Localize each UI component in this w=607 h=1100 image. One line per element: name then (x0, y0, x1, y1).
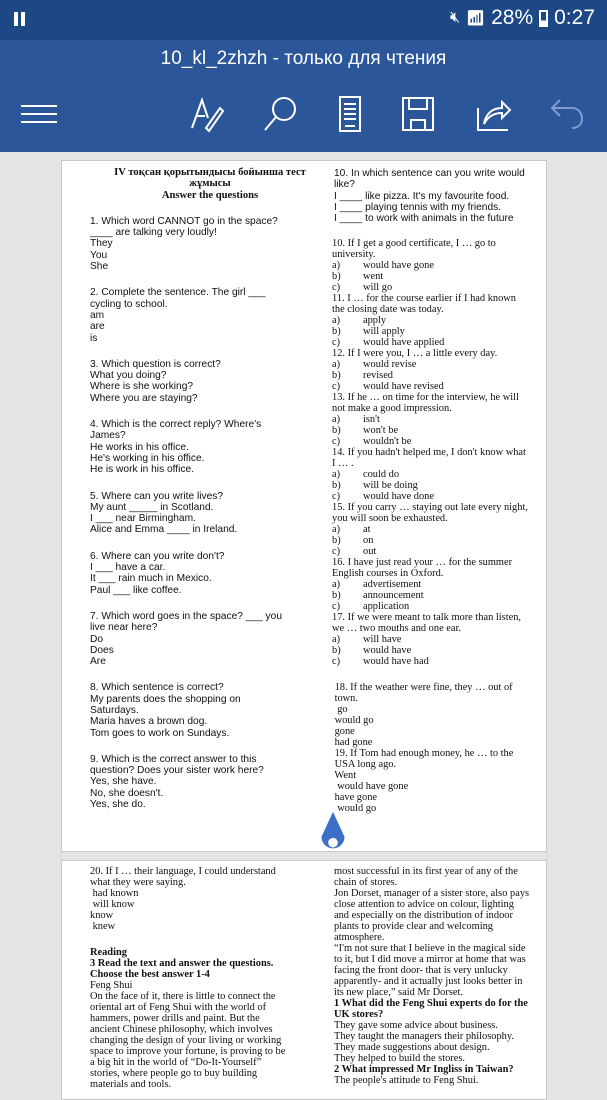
option-text: would have done (363, 491, 434, 502)
page2-right-column (334, 866, 546, 1086)
option-text: went (363, 271, 384, 282)
battery-percent: 28% (491, 6, 534, 29)
text-line: Yes, she have. (90, 776, 157, 788)
text-line: 1 What did the Feng Shui experts do for the (334, 998, 528, 1009)
text-line: ____ are talking very loudly! (90, 227, 217, 239)
blank-line (90, 596, 330, 611)
text-line: My aunt _____ in Scotland. (90, 501, 214, 513)
blank-line (332, 667, 546, 682)
text-line: university. (332, 249, 376, 260)
text-line: Yes, she do. (90, 799, 146, 811)
text-line: 17. If we were meant to talk more than listen, (332, 612, 521, 623)
text-line: changing the design of your living or working (90, 1035, 282, 1046)
blank-line (90, 536, 330, 551)
undo-icon (548, 94, 588, 134)
text-line: They (90, 238, 113, 250)
answer-option (332, 524, 546, 535)
text-line: 20. If I … their language, I could understand (90, 866, 276, 877)
answer-option (332, 491, 546, 502)
page1-right-column (332, 238, 546, 814)
text-line: have gone (332, 792, 378, 803)
text-line: 2 What impressed Mr Ingliss in Taiwan? (334, 1064, 514, 1075)
option-letter: c) (332, 282, 341, 293)
text-line: 13. If he … on time for the interview, he will (332, 392, 519, 403)
text-line: cycling to school. (90, 298, 168, 310)
text-line: 2. Complete the sentence. The girl ___ (90, 287, 266, 299)
text-line: They taught the managers their philosophy. (334, 1031, 514, 1042)
page1-left-column (90, 167, 330, 810)
option-letter: a) (332, 524, 341, 535)
text-line: facing the front door- that is very unlucky (334, 965, 508, 976)
text-line: Does (90, 644, 114, 656)
option-text: could do (363, 469, 400, 480)
option-text: apply (363, 315, 387, 326)
option-letter: b) (332, 326, 341, 337)
option-text: would revise (363, 359, 417, 370)
text-line: like? (334, 179, 355, 191)
text-line: They made suggestions about design. (334, 1042, 490, 1053)
option-text: won't be (363, 425, 399, 436)
text-line: 1. Which word CANNOT go in the space? (90, 215, 278, 227)
search-icon (261, 94, 301, 134)
option-text: announcement (363, 590, 424, 601)
option-letter: c) (332, 601, 341, 612)
text-line: will know (90, 899, 135, 910)
text-line: James? (90, 430, 126, 442)
text-line: we … two mouths and one ear. (332, 623, 461, 634)
text-line: would go (332, 715, 374, 726)
option-text: would have gone (363, 260, 434, 271)
answer-option (332, 535, 546, 546)
heading: Answer the questions (161, 189, 259, 201)
option-letter: b) (332, 480, 341, 491)
answer-option (332, 414, 546, 425)
text-line: 15. If you carry … staying out late every night, (332, 502, 528, 513)
option-letter: a) (332, 579, 341, 590)
mobile-view-icon (330, 94, 370, 134)
text-line: I ____ like pizza. It's my favourite food. (334, 190, 510, 202)
option-letter: c) (332, 436, 341, 447)
text-line: plants to provide clear and welcoming (334, 921, 493, 932)
option-text: will have (363, 634, 402, 645)
clock: 0:27 (554, 6, 595, 29)
option-text: wouldn't be (363, 436, 412, 447)
answer-option (332, 579, 546, 590)
option-text: will apply (363, 326, 405, 337)
text-line: gone (332, 726, 355, 737)
text-line: 5. Where can you write lives? (90, 490, 224, 502)
option-letter: a) (332, 469, 341, 480)
battery-icon (539, 10, 548, 27)
text-line: 8. Which sentence is correct? (90, 682, 224, 694)
text-line: 3. Which question is correct? (90, 358, 221, 370)
heading: жұмысы (189, 178, 231, 190)
text-line: Saturdays. (90, 704, 139, 716)
save-icon (398, 94, 438, 134)
option-letter: c) (332, 337, 341, 348)
text-line: atmosphere. (334, 932, 385, 943)
blank-line (90, 344, 330, 359)
document-page-1 (61, 160, 547, 852)
text-line: stories, where people go to buy building (90, 1068, 258, 1079)
option-letter: a) (332, 315, 341, 326)
option-letter: b) (332, 370, 341, 381)
reading-view-button[interactable] (330, 94, 370, 134)
blank-line (90, 201, 330, 216)
text-line: What you doing? (90, 370, 167, 382)
text-line: town. (332, 693, 358, 704)
blank-line (90, 932, 330, 947)
text-line: 7. Which word goes in the space? ___ you (90, 610, 282, 622)
save-button[interactable] (398, 94, 438, 134)
text-line: Alice and Emma ____ in Ireland. (90, 524, 238, 536)
text-line: close attention to advice on colour, lighting (334, 899, 514, 910)
option-text: out (363, 546, 377, 557)
text-line: go (332, 704, 348, 715)
answer-option (332, 359, 546, 370)
answer-option (332, 260, 546, 271)
option-text: application (363, 601, 410, 612)
text-line: question? Does your sister work here? (90, 765, 264, 777)
option-letter: a) (332, 634, 341, 645)
share-button[interactable] (474, 94, 514, 134)
option-text: advertisement (363, 579, 422, 590)
text-line: 9. Which is the correct answer to this (90, 753, 257, 765)
option-text: will be doing (363, 480, 418, 491)
text-line: Feng Shui (90, 980, 133, 991)
option-text: revised (363, 370, 394, 381)
option-letter: b) (332, 535, 341, 546)
undo-button[interactable] (548, 94, 588, 134)
text-line: you will soon be exhausted. (332, 513, 448, 524)
text-line: 12. If I were you, I … a little every day. (332, 348, 498, 359)
text-line: Where you are staying? (90, 392, 198, 404)
option-text: at (363, 524, 371, 535)
text-line: oriental art of Feng Shui with the world of (90, 1002, 267, 1013)
text-line: a big hit in the world of “Do-It-Yourself” (90, 1057, 262, 1068)
option-text: on (363, 535, 374, 546)
answer-option (332, 480, 546, 491)
text-line: On the face of it, there is little to connect the (90, 991, 276, 1002)
text-line: Jon Dorset, manager of a sister store, also pays (334, 888, 530, 899)
answer-option (332, 271, 546, 282)
text-line: Paul ___ like coffee. (90, 584, 182, 596)
text-line: 11. I … for the course earlier if I had known (332, 293, 516, 304)
answer-option (332, 469, 546, 480)
text-line: 10. In which sentence can you write would (334, 168, 525, 179)
answer-option (332, 282, 546, 293)
text-line: chain of stores. (334, 877, 398, 888)
text-line: would go (332, 803, 377, 814)
blank-line (90, 272, 330, 287)
text-line: Are (90, 656, 106, 668)
text-line: Reading (90, 947, 127, 958)
text-line: 16. I have just read your … for the summer (332, 557, 513, 568)
text-line: No, she doesn't. (90, 787, 164, 799)
option-text: isn't (363, 414, 380, 425)
text-line: 3 Read the text and answer the questions. (90, 958, 274, 969)
text-line: what they were saying. (90, 877, 186, 888)
scroll-drag-handle[interactable] (318, 810, 348, 858)
text-line: knew (90, 921, 116, 932)
text-line: Do (90, 633, 104, 645)
menu-button[interactable] (19, 94, 59, 134)
text-line: had known (90, 888, 139, 899)
document-page-2 (61, 860, 547, 1100)
teardrop-handle-icon (318, 810, 348, 858)
option-text: will go (363, 282, 393, 293)
text-line: He works in his office. (90, 441, 189, 453)
option-letter: c) (332, 381, 341, 392)
answer-option (332, 370, 546, 381)
answer-option (332, 601, 546, 612)
pause-icon (14, 12, 18, 26)
text-line: are (90, 321, 105, 333)
text-line: 14. If you hadn't helped me, I don't know what (332, 447, 526, 458)
text-line: space to improve your fortune, is proving to be (90, 1046, 286, 1057)
page2-left-column (90, 866, 330, 1090)
status-bar (0, 0, 607, 40)
blank-line (90, 739, 330, 754)
answer-option (332, 436, 546, 447)
blank-line (90, 404, 330, 419)
text-line: had gone (332, 737, 373, 748)
text-line: Choose the best answer 1-4 (90, 969, 210, 980)
text-line: I ____ playing tennis with my friends. (334, 201, 502, 213)
answer-option (332, 425, 546, 436)
text-line: Tom goes to work on Sundays. (90, 727, 230, 739)
text-line: 10. If I get a good certificate, I … go to (332, 238, 496, 249)
text-line: 18. If the weather were fine, they … out of (332, 682, 513, 693)
text-line: 4. Which is the correct reply? Where's (90, 419, 262, 431)
heading: IV тоқсан қорытындысы бойынша тест (114, 167, 306, 178)
text-line: It ___ rain much in Mexico. (90, 573, 212, 585)
text-line: its new place,” said Mr Dorset. (334, 987, 463, 998)
text-line: and especially on the distribution of indoor (334, 910, 513, 921)
edit-pen-icon (188, 94, 228, 134)
toolbar (0, 80, 607, 152)
text-line: 6. Where can you write don't? (90, 550, 225, 562)
text-line: to it, but I did move a mirror at home that was (334, 954, 526, 965)
text-line: USA long ago. (332, 759, 397, 770)
answer-option (332, 590, 546, 601)
option-letter: b) (332, 590, 341, 601)
option-letter: a) (332, 414, 341, 425)
option-letter: b) (332, 425, 341, 436)
text-line: She (90, 261, 109, 273)
text-line: am (90, 309, 105, 321)
text-line: live near here? (90, 622, 158, 634)
search-button[interactable] (261, 94, 301, 134)
text-line: is (90, 332, 98, 344)
text-line: know (90, 910, 114, 921)
option-text: would have (363, 645, 412, 656)
text-line: Maria haves a brown dog. (90, 716, 208, 728)
text-line: UK stores? (334, 1009, 384, 1020)
text-line: Where is she working? (90, 381, 194, 393)
text-line: English courses in Oxford. (332, 568, 444, 579)
text-line: apparently- and it actually just looks better in (334, 976, 523, 987)
option-letter: a) (332, 260, 341, 271)
text-line: They gave some advice about business. (334, 1020, 498, 1031)
answer-option (332, 656, 546, 667)
text-line: They helped to build the stores. (334, 1053, 466, 1064)
text-line: My parents does the shopping on (90, 693, 241, 705)
text-line: the closing date was today. (332, 304, 444, 315)
wifi-signal-icon: 📶︎ (466, 10, 486, 27)
text-line: He's working in his office. (90, 452, 205, 464)
text-line: I ___ have a car. (90, 562, 166, 574)
answer-option (332, 326, 546, 337)
text-line: He is work in his office. (90, 464, 194, 476)
text-line: You (90, 249, 108, 261)
option-letter: c) (332, 491, 341, 502)
share-icon (474, 94, 514, 134)
hamburger-icon (19, 94, 59, 134)
text-line: I ____ to work with animals in the future (334, 213, 514, 225)
option-letter: c) (332, 546, 341, 557)
text-line: “I'm not sure that I believe in the magical side (334, 943, 526, 954)
edit-button[interactable] (188, 94, 228, 134)
text-line: hammers, power drills and paint. But the (90, 1013, 260, 1024)
answer-option (332, 381, 546, 392)
answer-option (332, 645, 546, 656)
option-letter: a) (332, 359, 341, 370)
text-line: materials and tools. (90, 1079, 172, 1090)
text-line: would have gone (332, 781, 409, 792)
option-text: would have applied (363, 337, 445, 348)
text-line: 19. If Tom had enough money, he … to the (332, 748, 514, 759)
text-line: not make a good impression. (332, 403, 452, 414)
blank-line (90, 667, 330, 682)
text-line: The people's attitude to Feng Shui. (334, 1075, 479, 1086)
text-line: I … . (332, 458, 354, 469)
answer-option (332, 546, 546, 557)
text-line: I ___ near Birmingham. (90, 513, 196, 525)
answer-option (332, 337, 546, 348)
answer-option (332, 634, 546, 645)
option-letter: b) (332, 645, 341, 656)
option-text: would have revised (363, 381, 444, 392)
blank-line (90, 476, 330, 491)
option-letter: b) (332, 271, 341, 282)
option-letter: c) (332, 656, 341, 667)
mute-icon: 🔇︎ (449, 9, 461, 26)
text-line: ancient Chinese philosophy, which involves (90, 1024, 273, 1035)
text-line: most successful in its first year of any of the (334, 866, 518, 877)
answer-option (332, 315, 546, 326)
document-title: 10_kl_2zhzh - только для чтения (0, 40, 607, 80)
option-text: would have had (363, 656, 429, 667)
page1-right-column-top (334, 168, 544, 239)
text-line: Went (332, 770, 357, 781)
